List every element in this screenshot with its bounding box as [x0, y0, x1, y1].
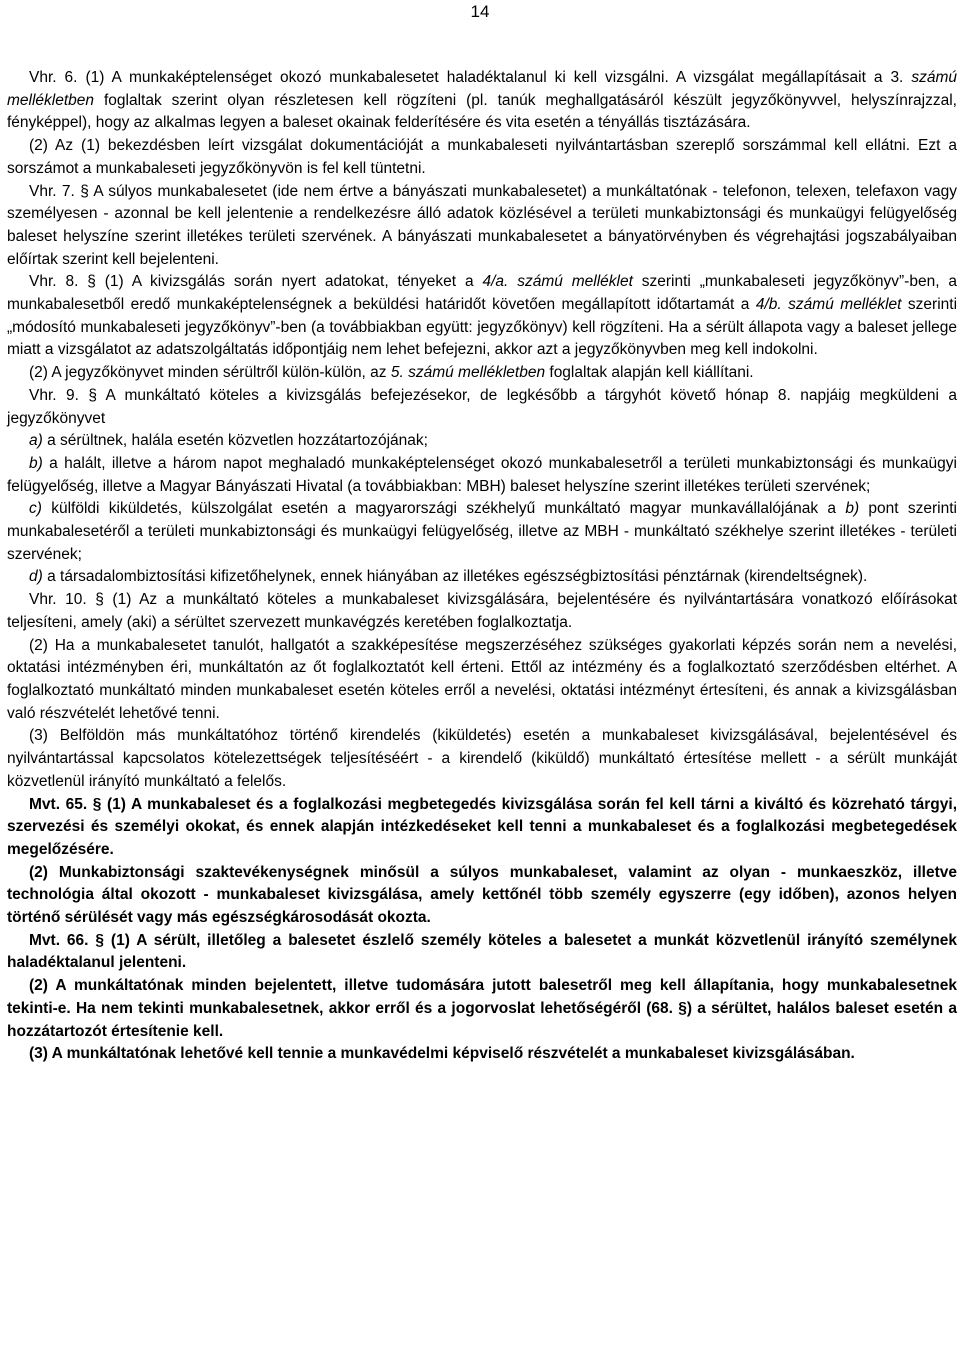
- list-item: [7, 430, 957, 453]
- paragraph: [7, 635, 957, 726]
- text-run: (2) A jegyzőkönyvet minden sérültről külön-külön, az: [29, 364, 391, 382]
- text-run: Vhr. 8. § (1) A kivizsgálás során nyert adatokat, tényeket a: [29, 273, 483, 291]
- paragraph: [7, 362, 957, 385]
- text-run: a sérültnek, halála esetén közvetlen hozzátartozójának;: [42, 432, 428, 450]
- text-run: szerinti „módosító munkabaleseti jegyzőkönyv”-ben (a továbbiakban együtt: jegyzőkönyv) kell rögzíteni. Ha a sérült állapota vagy a baleset jellege miatt a vizsgálatot az adatszolgáltatás időpontjáig nem lehet befejezni, akkor azt a jegyzőkönyvben meg kell indokolni.: [7, 296, 958, 359]
- paragraph: [7, 181, 957, 272]
- text-run: Vhr. 10. § (1) Az a munkáltató köteles a munkabaleset kivizsgálására, bejelentésére és nyilvántartására vonatkozó előírásokat teljesíteni, amely (aki) a sérültet szervezett munkavégzés keretében foglalkoztatja.: [7, 591, 957, 631]
- list-item: [7, 453, 957, 498]
- page-number: 14: [470, 2, 490, 21]
- italic-text: 5. számú mellékletben: [390, 364, 546, 382]
- paragraph: [7, 385, 957, 430]
- text-run: (2) Ha a munkabalesetet tanulót, hallgatót a szakképesítése megszerzéséhez szükséges gyakorlati képzés során nem a nevelési, oktatási intézményben éri, munkáltatón az őt foglalkoztatót kell érteni. Ettől az intézmény és a foglalkoztató szerződésben eltérhet. A foglalkoztató munkáltató minden munkabaleset esetén köteles erről a nevelési, oktatási intézményt értesíteni, és annak a kivizsgálásban való részvételét lehetővé tenni.: [7, 636, 957, 722]
- list-item: [7, 566, 957, 589]
- text-run: Vhr. 9. § A munkáltató köteles a kivizsgálás befejezésekor, de legkésőbb a tárgyhót követő hónap 8. napjáig megküldeni a jegyzőkönyvet: [7, 386, 957, 427]
- text-run: foglaltak szerint olyan részletesen kell rögzíteni (pl. tanúk meghallgatásáról készült jegyzőkönyvvel, helyszínrajzzal, fényképpel), hogy az alkalmas legyen a baleset okainak felderítésére és vita esetén a tényállás tisztázására.: [7, 91, 957, 132]
- text-run: Vhr. 6. (1) A munkaképtelenséget okozó munkabalesetet haladéktalanul ki kell vizsgálni. A vizsgálat megállapításait a 3.: [29, 69, 912, 86]
- text-run: külföldi kiküldetés, külszolgálat esetén a magyarországi székhelyű munkáltató magyar munkavállalójának a: [41, 500, 846, 518]
- text-run: (3) A munkáltatónak lehetővé kell tennie a munkavédelmi képviselő részvételét a munkabaleset kivizsgálásában.: [29, 1045, 855, 1063]
- paragraph: [7, 271, 957, 362]
- text-run: foglaltak alapján kell kiállítani.: [545, 364, 754, 382]
- italic-text: a): [29, 432, 43, 450]
- paragraph: [7, 862, 957, 930]
- italic-text: 4/a. számú melléklet: [482, 273, 633, 291]
- text-run: Vhr. 7. § A súlyos munkabalesetet (ide nem értve a bányászati munkabalesetet) a munkáltatónak - telefonon, telexen, telefaxon vagy személyesen - azonnal be kell jelentenie a rendelkezésre álló adatok közlésével a területi munkabiztonsági és munkaügyi felügyelőség baleset helyszíne szerint illetékes területi szervének. A bányászati munkabalesetet a bányatörvényben és végrehajtási jogszabályaiban előírtak szerint kell bejelenteni.: [7, 182, 957, 268]
- text-run: a halált, illetve a három napot meghaladó munkaképtelenséget okozó munkabalesetről a területi munkabiztonsági és munkaügyi felügyelőség, illetve a Magyar Bányászati Hivatal (a továbbiakban: MBH) baleset helyszíne szerint illetékes területi szervének;: [7, 454, 957, 495]
- text-run: szerinti „munkabaleseti jegyzőkönyv”-ben, a munkabalesetből eredő munkaképtelenségnek a beküldési határidőt követően megállapított időtartamát a: [7, 273, 957, 314]
- italic-text: 4/b. számú melléklet: [755, 296, 902, 314]
- paragraph: [7, 930, 957, 975]
- paragraph: [7, 794, 957, 862]
- text-run: Mvt. 66. § (1) A sérült, illetőleg a balesetet észlelő személy köteles a balesetet a munkát közvetlenül irányító személynek haladéktalanul jelenteni.: [7, 931, 957, 972]
- italic-text: b): [845, 500, 860, 518]
- text-run: a társadalombiztosítási kifizetőhelynek, ennek hiányában az illetékes egészségbiztosítási pénztárnak (kirendeltségnek).: [42, 568, 868, 586]
- paragraph: [7, 589, 957, 634]
- paragraph: [7, 975, 957, 1043]
- text-run: (2) Az (1) bekezdésben leírt vizsgálat dokumentációját a munkabaleseti nyilvántartásban szereplő sorszámmal kell ellátni. Ezt a sorszámot a munkabaleseti jegyzőkönyvön is fel kell tüntetni.: [7, 137, 957, 177]
- paragraph: [7, 135, 957, 180]
- text-run: Mvt. 65. § (1) A munkabaleset és a foglalkozási megbetegedés kivizsgálása során fel kell tárni a kiváltó és közreható tárgyi, szervezési és személyi okokat, és ennek alapján intézkedéseket kell tenni a munkabaleset és a foglalkozási megbetegedések megelőzésére.: [7, 795, 957, 858]
- text-run: (3) Belföldön más munkáltatóhoz történő kirendelés (kiküldetés) esetén a munkabaleset kivizsgálásával, bejelentésével és nyilvántartással kapcsolatos kötelezettségek teljesítéséért - a kirendelő (kiküldő) munkáltató értesítése mellett - a sérült munkáját közvetlenül irányító munkáltató a felelős.: [7, 727, 957, 790]
- list-item: [7, 498, 957, 566]
- italic-text: c): [29, 500, 42, 518]
- paragraph: [7, 67, 957, 135]
- italic-text: számú mellékletben: [7, 69, 957, 109]
- italic-text: d): [29, 568, 43, 586]
- paragraph: [7, 1043, 957, 1066]
- text-run: (2) Munkabiztonsági szaktevékenységnek minősül a súlyos munkabaleset, valamint az olyan - munkaeszköz, illetve technológia által okozott - munkabaleset kivizsgálása, amely kettőnél több személy egyszerre (egy időben), azonos helyen történő sérülését vagy más egészségkárosodását okozta.: [7, 863, 957, 927]
- text-run: pont szerinti munkabalesetéről a területi munkabiztonsági és munkaügyi felügyelőség, illetve az MBH - munkáltató székhelye szerint illetékes - területi szervének;: [7, 500, 957, 563]
- document-body: [7, 67, 957, 1066]
- paragraph: [7, 725, 957, 793]
- italic-text: b): [29, 454, 43, 472]
- text-run: (2) A munkáltatónak minden bejelentett, illetve tudomására jutott balesetről meg kell állapítania, hogy munkabalesetnek tekinti-e. Ha nem tekinti munkabalesetnek, akkor erről és a jogorvoslat lehetőségéről (68. §) a sérültet, halálos baleset esetén a hozzátartozót értesítenie kell.: [7, 977, 957, 1040]
